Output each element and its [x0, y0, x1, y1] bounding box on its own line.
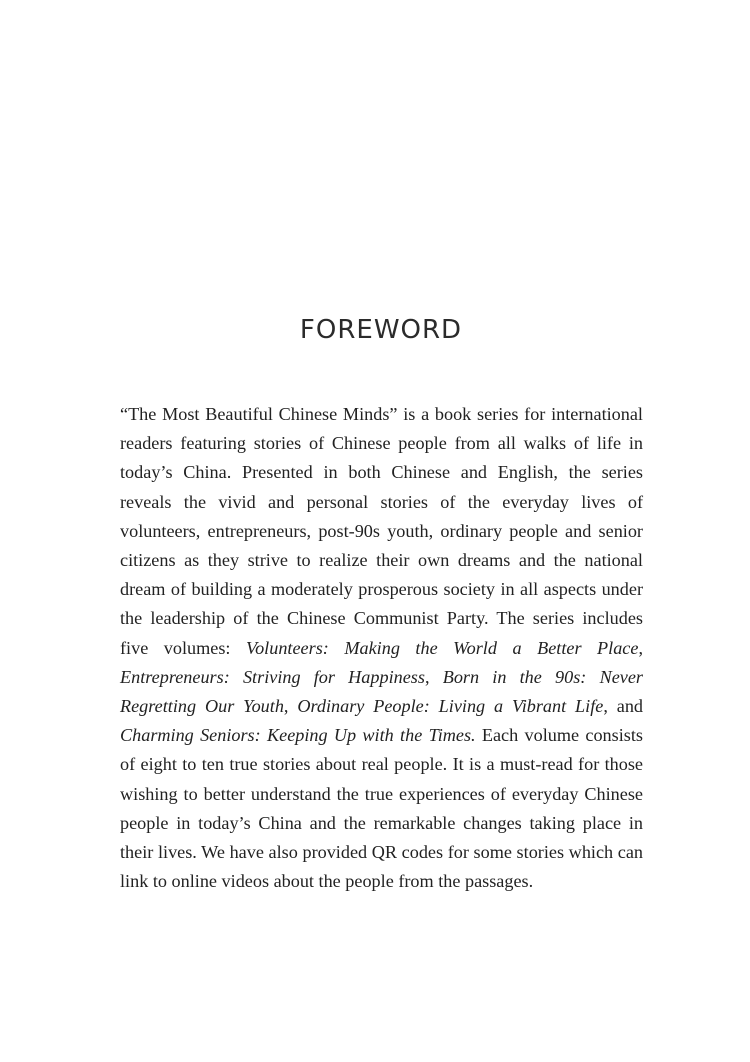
page-title: FOREWORD	[299, 315, 463, 345]
volume-title-charming-seniors: Charming Seniors: Keeping Up with the Times.	[120, 725, 476, 746]
separator-text: , and	[603, 696, 644, 717]
volume-title-volunteers: Volunteers: Making the World a Better Place	[246, 637, 639, 658]
volume-title-entrepreneurs: Entrepreneurs: Striving for Happiness	[120, 666, 425, 687]
separator-text: ,	[283, 696, 298, 717]
volume-title-born-in-90s: Born in the 90s: Never Regretting Our Youth	[120, 666, 643, 717]
foreword-paragraph	[120, 400, 643, 896]
paragraph-closing-text: Each volume consists of eight to ten true stories about real people. It is a must-read for those wishing to better understand the true experiences of everyday Chinese people in today’s China and the remarkable changes taking place in their lives. We have also provided QR codes for some stories which can link to online videos about the people from the passages.	[120, 725, 643, 892]
separator-text: ,	[424, 666, 443, 687]
separator-text: ,	[638, 637, 643, 658]
volume-title-ordinary-people: Ordinary People: Living a Vibrant Life	[297, 696, 604, 717]
paragraph-intro-text: “The Most Beautiful Chinese Minds” is a book series for international readers featuring stories of Chinese people from all walks of life in today’s China. Presented in both Chinese and English, the series reveals the vivid and personal stories of the everyday lives of volunteers, entrepreneurs, post-90s youth, ordinary people and senior citizens as they strive to realize their own dreams and the national dream of building a moderately prosperous society in all aspects under the leadership of the Chinese Communist Party. The series includes five volumes:	[120, 404, 643, 658]
